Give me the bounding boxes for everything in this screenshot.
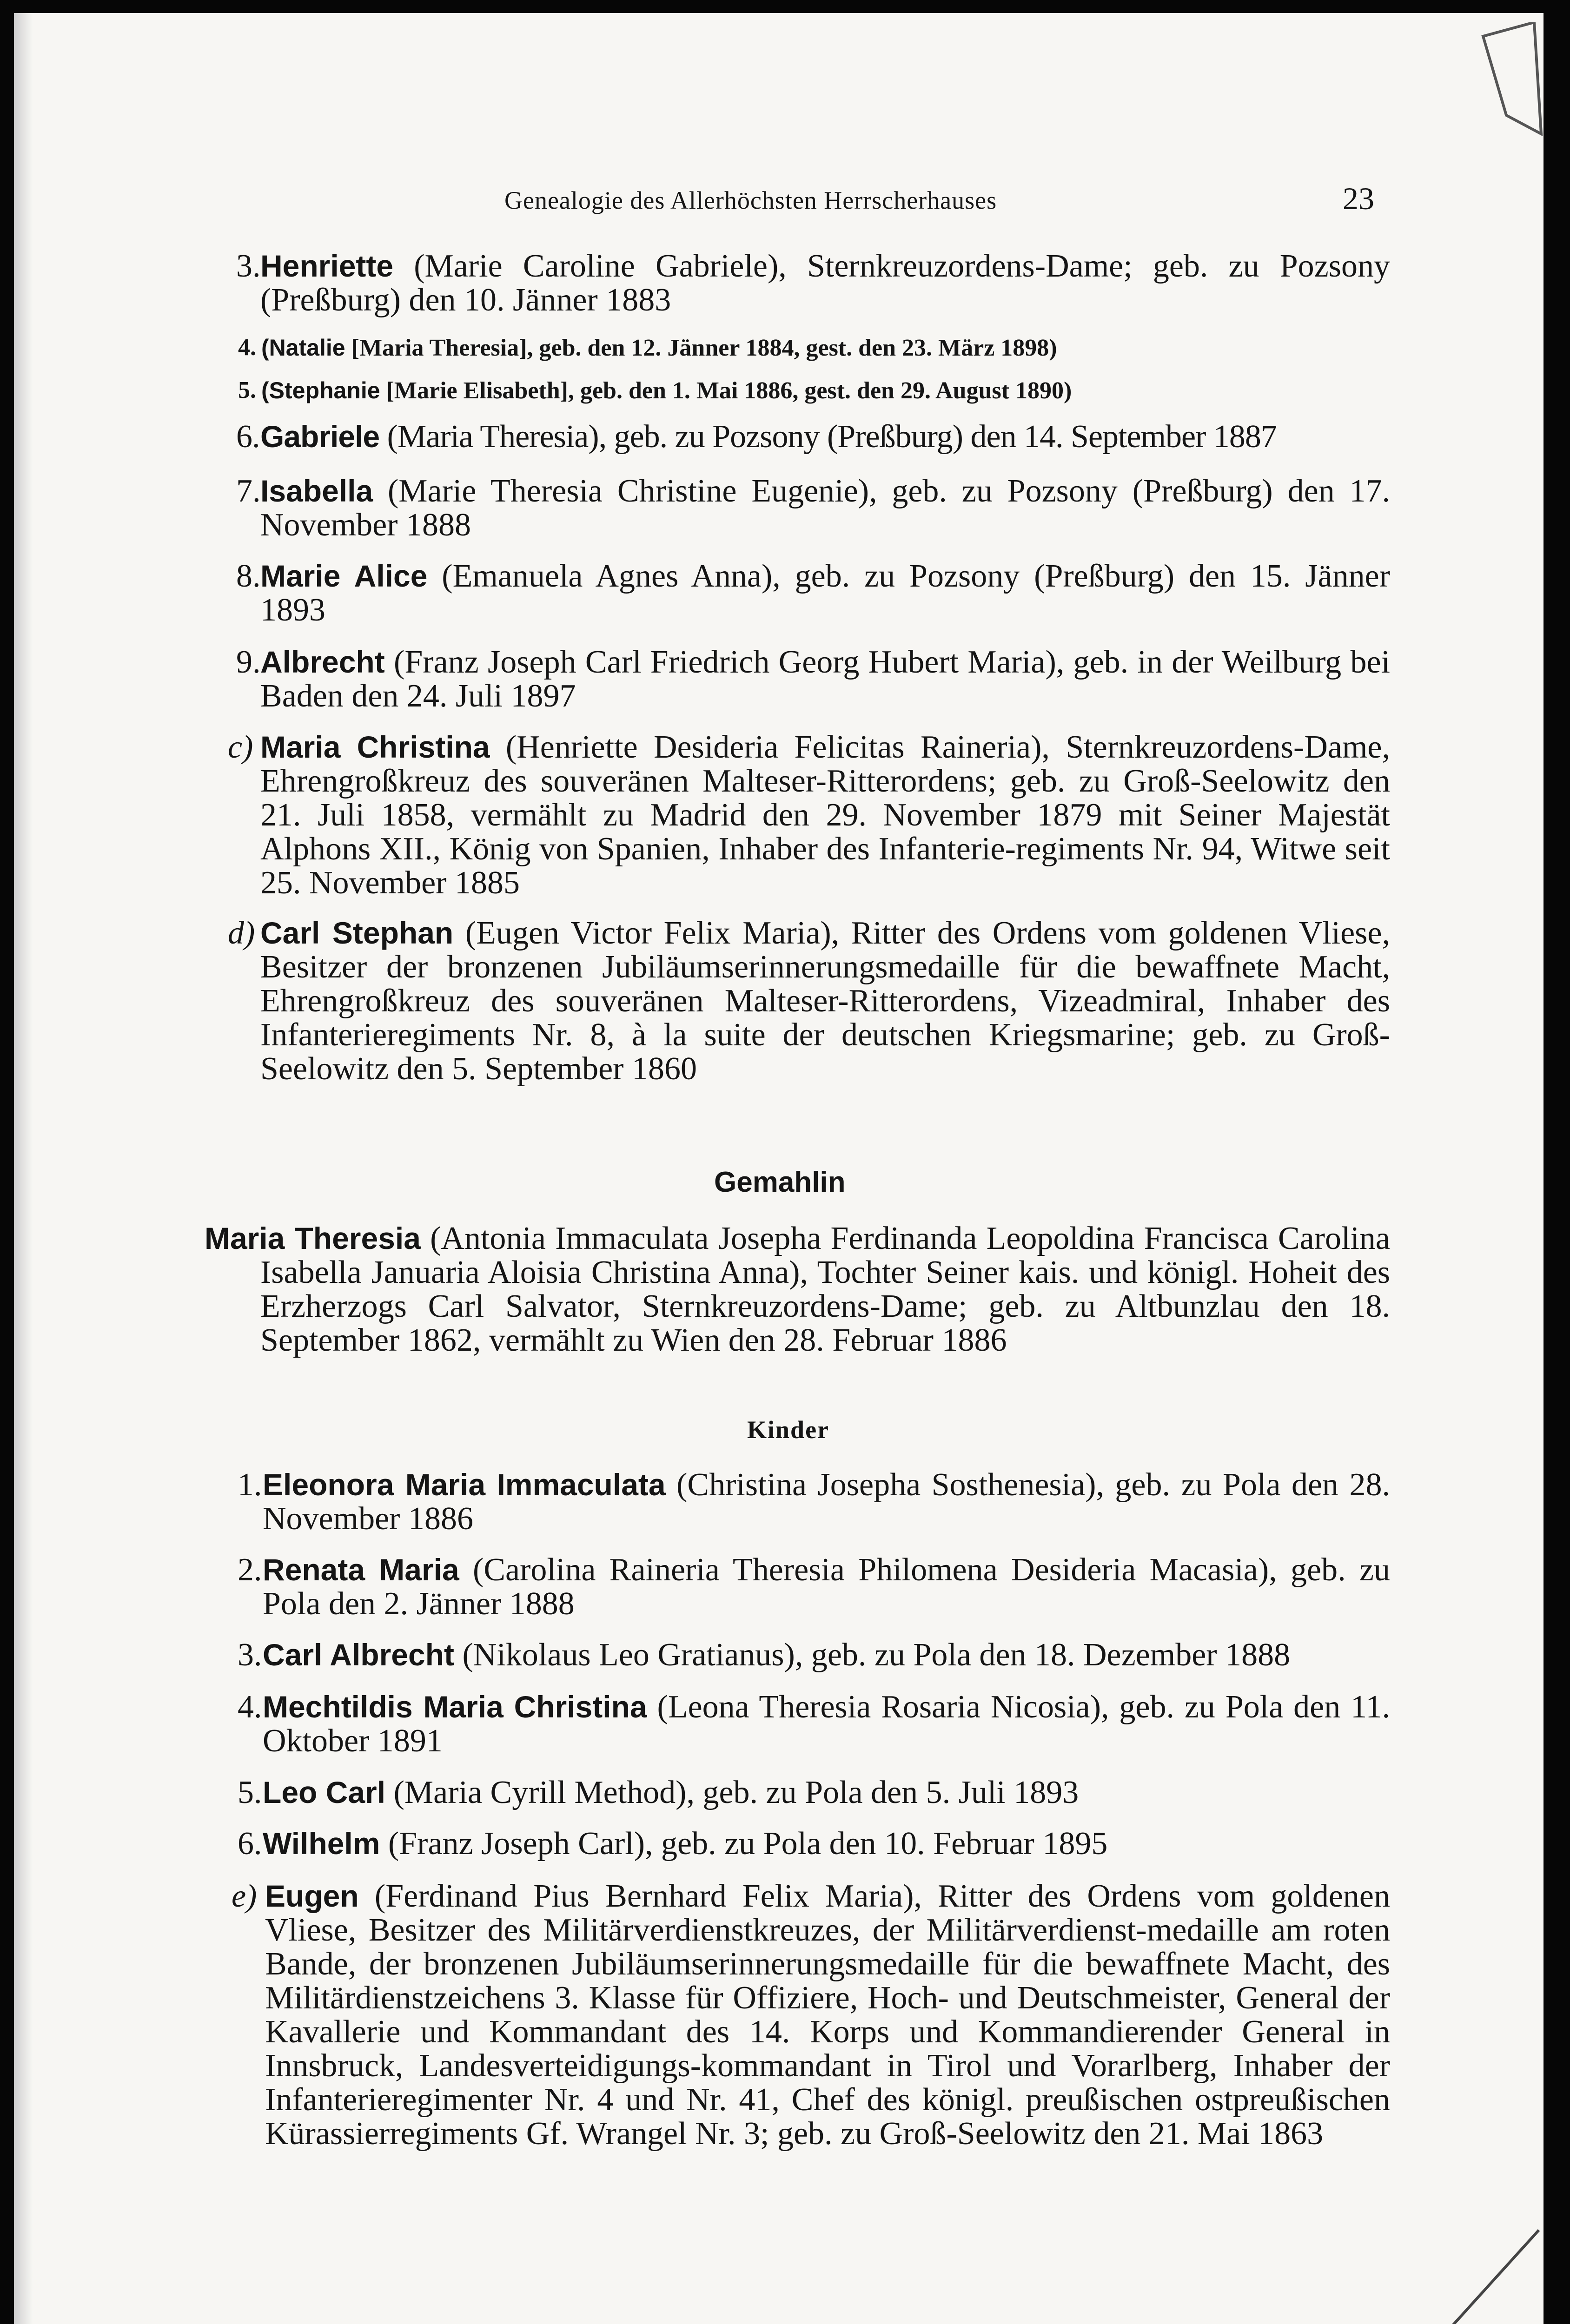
- item-number: 5.: [238, 1775, 262, 1810]
- list-item: [236, 558, 1390, 628]
- person-name: Isabella: [260, 474, 373, 508]
- list-item: [236, 419, 1395, 455]
- item-number: 9.: [236, 644, 261, 680]
- person-name: Leo Carl: [263, 1775, 386, 1809]
- list-item: [238, 1467, 1390, 1537]
- person-name: Carl Stephan: [260, 916, 454, 950]
- person-name: Henriette: [260, 249, 394, 283]
- person-details: (Nikolaus Leo Gratianus), geb. zu Pola den 18. Dezember 1888: [454, 1637, 1291, 1673]
- item-number: 8.: [236, 558, 261, 594]
- list-item: [228, 915, 1390, 1087]
- item-number: 6.: [236, 419, 260, 455]
- person-name: (Stephanie: [261, 377, 380, 403]
- section-heading: Gemahlin: [714, 1166, 846, 1198]
- item-number: 7.: [236, 473, 261, 509]
- person-name: Carl Albrecht: [263, 1637, 454, 1672]
- person-details: (Leona Theresia Rosaria Nicosia), geb. zu Pola den 11. Oktober 1891: [263, 1689, 1390, 1759]
- person-name: Wilhelm: [263, 1826, 380, 1861]
- item-number: 4.: [238, 1689, 262, 1725]
- person-details: (Franz Joseph Carl Friedrich Georg Hubert Maria), geb. in der Weilburg bei Baden den 24. Juli 1897: [260, 644, 1390, 714]
- person-details: (Christina Josepha Sosthenesia), geb. zu Pola den 28. November 1886: [263, 1467, 1390, 1537]
- person-details: [Marie Elisabeth], geb. den 1. Mai 1886, gest. den 29. August 1890): [380, 377, 1072, 404]
- list-item: [238, 1552, 1390, 1622]
- person-details: [Maria Theresia], geb. den 12. Jänner 1884, gest. den 23. März 1898): [345, 335, 1057, 361]
- person-details: (Marie Theresia Christine Eugenie), geb. zu Pozsony (Preßburg) den 17. November 1888: [260, 473, 1390, 543]
- list-item: [238, 376, 1391, 405]
- person-name: Renata Maria: [263, 1552, 459, 1587]
- person-details: (Ferdinand Pius Bernhard Felix Maria), Ritter des Ordens vom goldenen Vliese, Besitzer des Militärverdienstkreuzes, der Militärverdienst-medaille am roten Bande, der bronzenen Jubiläumserinnerungsmedaille für die bewaffnete Macht, des Militärdienstzeichens 3. Klasse für Offiziere, Hoch- und Deutschmeister, General der Kavallerie und Kommandant des 14. Korps und Kommandierender General in Innsbruck, Landesverteidigungs-kommandant in Tirol und Vorarlberg, Inhaber der Infanterieregimenter Nr. 4 und Nr. 41, Chef des königl. preußischen ostpreußischen Kürassierregiments Gf. Wrangel Nr. 3; geb. zu Groß-Seelowitz den 21. Mai 1863: [265, 1878, 1390, 2152]
- item-number: 3.: [238, 1637, 262, 1673]
- person-name: Marie Alice: [260, 559, 428, 593]
- person-details: (Franz Joseph Carl), geb. zu Pola den 10. Februar 1895: [380, 1826, 1108, 1862]
- person-name: Maria Theresia: [205, 1221, 421, 1255]
- list-item: [238, 334, 1391, 362]
- item-number: 5.: [238, 377, 256, 403]
- list-item: [238, 1826, 1390, 1862]
- item-number: 2.: [238, 1552, 262, 1588]
- person-name: Eugen: [265, 1879, 359, 1913]
- item-number: 4.: [238, 334, 256, 361]
- person-details: (Antonia Immaculata Josepha Ferdinanda Leopoldina Francisca Carolina Isabella Januaria Aloisia Christina Anna), Tochter Seiner kais. und königl. Hoheit des Erzherzogs Carl Salvator, Sternkreuzordens-Dame; geb. zu Altbunzlau den 18. September 1862, vermählt zu Wien den 28. Februar 1886: [260, 1221, 1390, 1358]
- person-details: (Maria Theresia), geb. zu Pozsony (Preßburg) den 14. September 1887: [379, 419, 1277, 455]
- list-item: [238, 1775, 1390, 1810]
- person-name: Maria Christina: [260, 730, 490, 764]
- person-details: (Emanuela Agnes Anna), geb. zu Pozsony (Preßburg) den 15. Jänner 1893: [260, 558, 1390, 628]
- list-item: [236, 248, 1390, 318]
- person-details: (Maria Cyrill Method), geb. zu Pola den 5. Juli 1893: [385, 1775, 1079, 1810]
- item-number: 3.: [236, 248, 261, 284]
- document-page: [14, 13, 1544, 2324]
- list-item: [238, 1689, 1390, 1759]
- item-marker: d): [228, 915, 255, 951]
- person-name: (Natalie: [261, 335, 345, 361]
- page-number: 23: [1343, 181, 1374, 216]
- item-number: 1.: [238, 1467, 262, 1503]
- person-details: (Henriette Desideria Felicitas Raineria), Sternkreuzordens-Dame, Ehrengroßkreuz des souveränen Malteser-Ritterordens; geb. zu Groß-Seelowitz den 21. Juli 1858, vermählt zu Madrid den 29. November 1879 mit Seiner Majestät Alphons XII., König von Spanien, Inhaber des Infanterie-regiments Nr. 94, Witwe seit 25. November 1885: [260, 729, 1390, 901]
- person-name: Gabriele: [260, 419, 380, 454]
- item-marker: c): [228, 729, 253, 765]
- page-edge-shadow: [14, 13, 33, 2324]
- item-marker: e): [232, 1878, 257, 1914]
- item-number: 6.: [238, 1826, 262, 1862]
- person-details: (Eugen Victor Felix Maria), Ritter des Ordens vom goldenen Vliese, Besitzer der bronzenen Jubiläumserinnerungsmedaille für die bewaffnete Macht, Ehrengroßkreuz des souveränen Malteser-Ritterordens, Vizeadmiral, Inhaber des Infanterieregiments Nr. 8, à la suite der deutschen Kriegsmarine; geb. zu Groß-Seelowitz den 5. September 1860: [260, 915, 1390, 1087]
- person-name: Albrecht: [260, 645, 385, 679]
- person-details: (Carolina Raineria Theresia Philomena Desideria Macasia), geb. zu Pola den 2. Jänner 1888: [263, 1552, 1390, 1622]
- list-item: [236, 644, 1390, 714]
- page-corner-fold-bottom: [1437, 2225, 1544, 2324]
- person-name: Mechtildis Maria Christina: [263, 1690, 647, 1724]
- list-item: [228, 729, 1390, 901]
- page-corner-fold: [1478, 22, 1544, 143]
- list-item: [232, 1878, 1390, 2152]
- person-details: (Marie Caroline Gabriele), Sternkreuzordens-Dame; geb. zu Pozsony (Preßburg) den 10. Jänner 1883: [260, 248, 1390, 318]
- spouse-entry: [205, 1221, 1390, 1358]
- person-name: Eleonora Maria Immaculata: [263, 1467, 666, 1502]
- section-subheading: Kinder: [747, 1416, 830, 1444]
- list-item: [236, 473, 1390, 543]
- list-item: [238, 1637, 1390, 1673]
- running-head: Genealogie des Allerhöchsten Herrscherhauses: [504, 186, 997, 214]
